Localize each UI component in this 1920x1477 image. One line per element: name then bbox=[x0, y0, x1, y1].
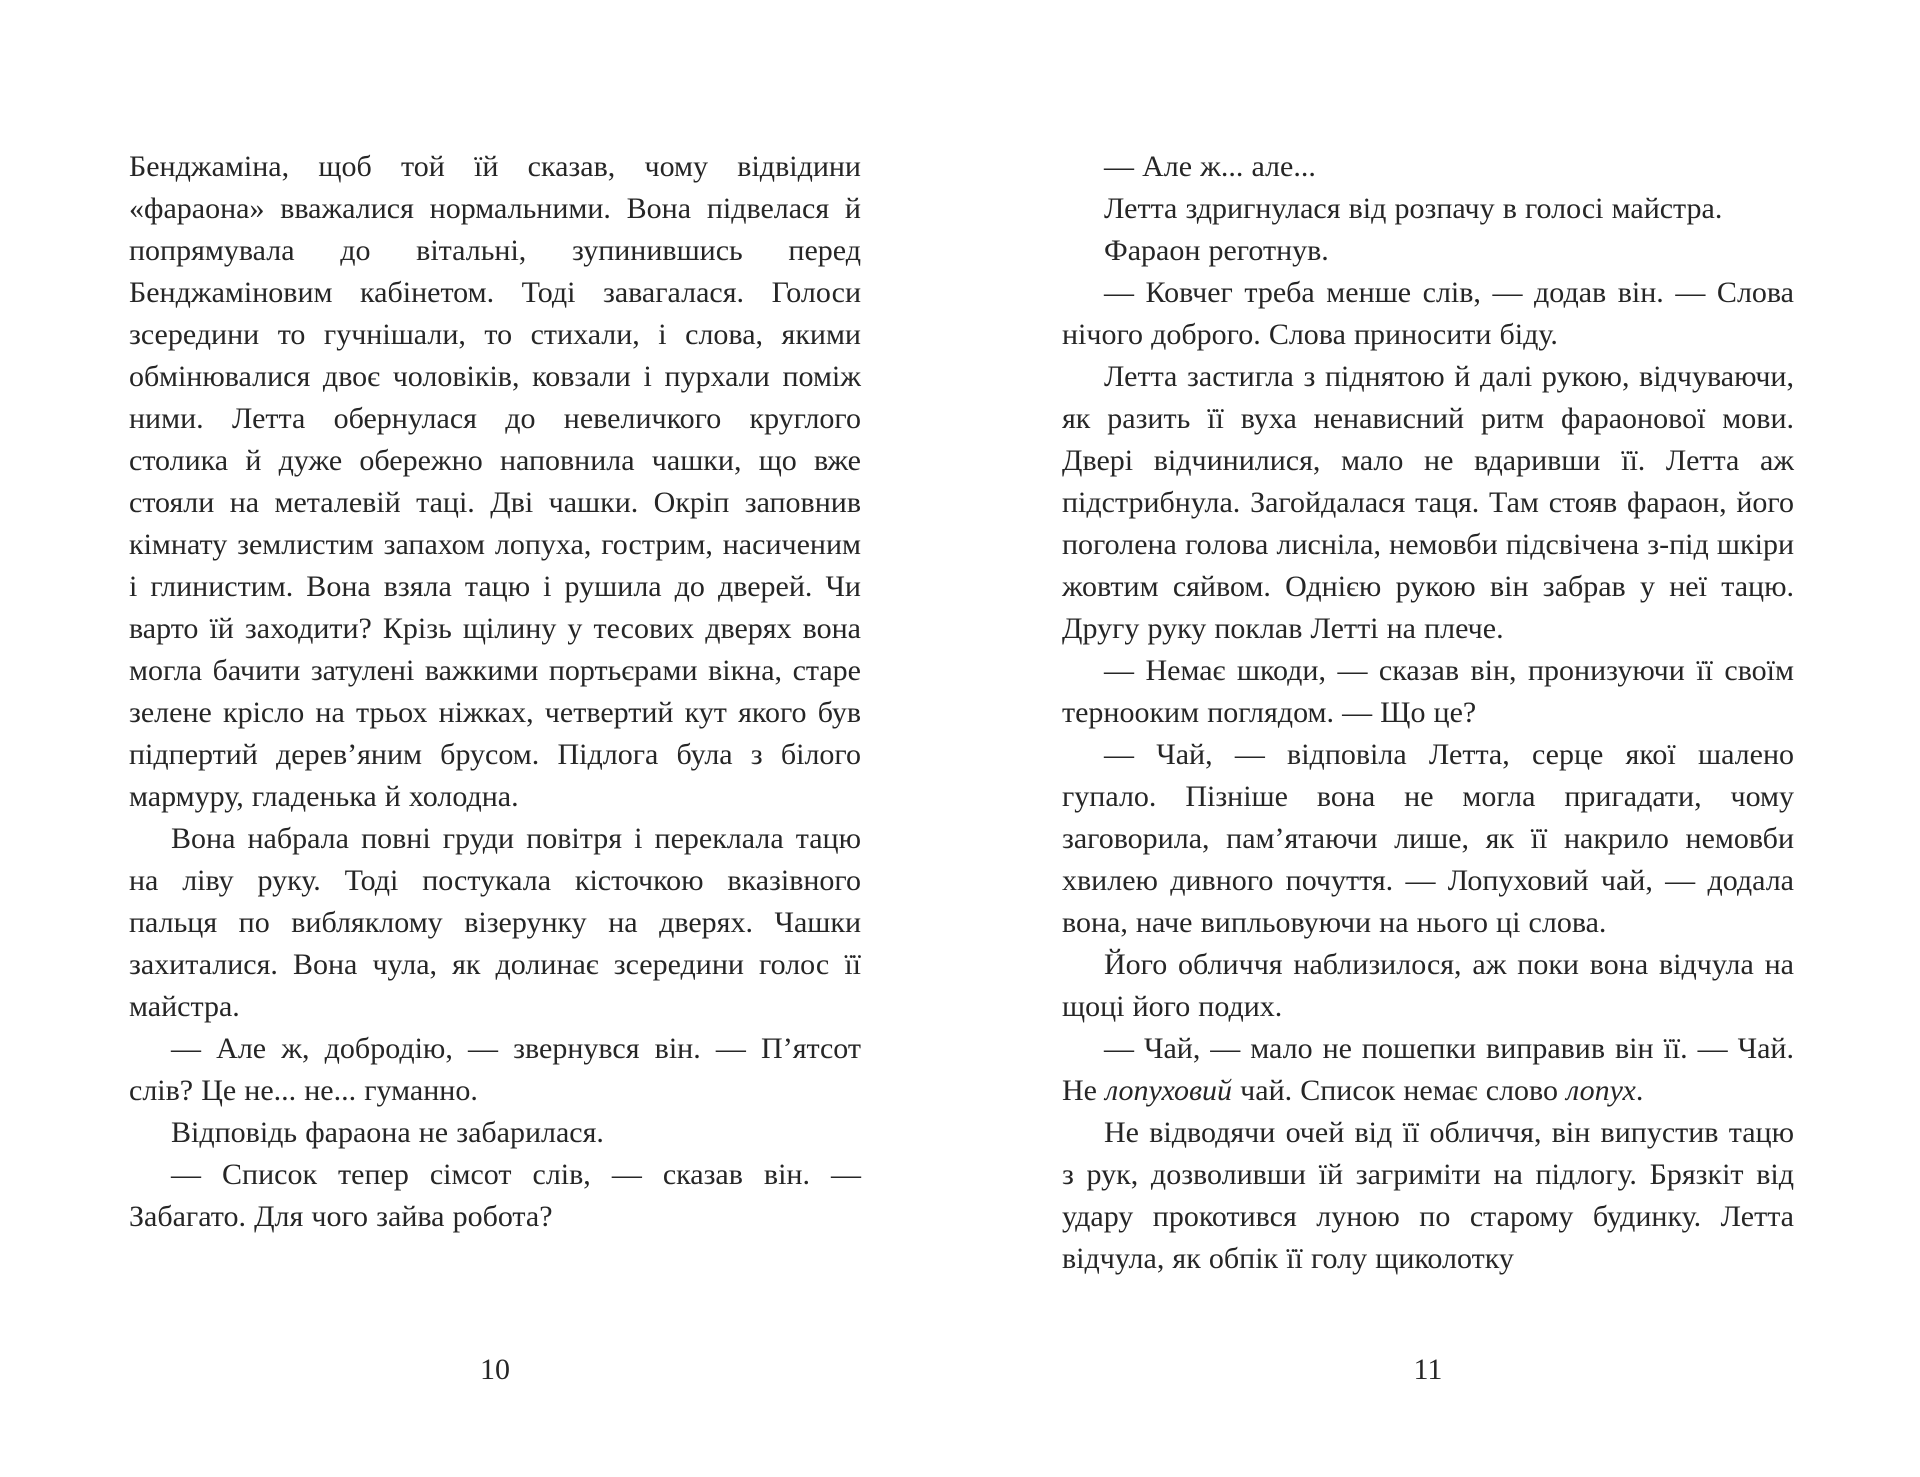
paragraph bbox=[1062, 272, 1794, 356]
paragraph bbox=[1062, 1028, 1794, 1112]
paragraph bbox=[129, 818, 861, 1028]
italic-text-segment: лопуховий bbox=[1105, 1074, 1233, 1107]
text-segment: Бенджаміна, щоб той їй сказав, чому відвідини «фараона» вважалися нормальними. Вона підвелася й попрямувала до вітальні, зупинившись перед Бенджаміновим кабінетом. Тоді завагалася. Голоси зсередини то гучнішали, то стихали, і слова, якими обмінювалися двоє чоловіків, ковзали і пурхали поміж ними. Летта обернулася до невеличкого круглого столика й дуже обережно наповнила чашки, що вже стояли на металевій таці. Дві чашки. Окріп заповнив кімнату землистим запахом лопуха, гострим, насиченим і глинистим. Вона взяла тацю і рушила до дверей. Чи варто їй заходити? Крізь щілину у тесових дверях вона могла бачити затулені важкими портьєрами вікна, старе зелене крісло на трьох ніжках, четвертий кут якого був підпертий дерев’яним брусом. Підлога була з білого мармуру, гладенька й холодна. bbox=[129, 150, 861, 813]
text-segment: Летта застигла з піднятою й далі рукою, відчуваючи, як разить її вуха ненависний ритм фараонової мови. Двері відчинилися, мало не вдаривши її. Летта аж підстрибнула. Загойдалася таця. Там стояв фараон, його поголена голова лисніла, немовби підсвічена з-під шкіри жовтим сяйвом. Однією рукою він забрав у неї тацю. Другу руку поклав Летті на плече. bbox=[1062, 360, 1794, 645]
text-segment: — Чай, — відповіла Летта, серце якої шалено гупало. Пізніше вона не могла пригадати, чому заговорила, пам’ятаючи лише, як її накрило немовби хвилею дивного почуття. — Лопуховий чай, — додала вона, наче випльовуючи на нього ці слова. bbox=[1062, 738, 1794, 939]
paragraph bbox=[1062, 650, 1794, 734]
book-page-right bbox=[960, 0, 1920, 1477]
text-segment: Не відводячи очей від її обличчя, він випустив тацю з рук, дозволивши їй загриміти на підлогу. Брязкіт від удару прокотився луною по старому будинку. Летта відчула, як обпік її голу щиколотку bbox=[1062, 1116, 1794, 1275]
page-text-left bbox=[129, 146, 861, 1238]
paragraph bbox=[129, 1112, 861, 1154]
text-segment: — Список тепер сімсот слів, — сказав він. — Забагато. Для чого зайва робота? bbox=[129, 1158, 861, 1233]
text-segment: Вона набрала повні груди повітря і переклала тацю на ліву руку. Тоді постукала кісточкою вказівного пальця по вибляклому візерунку на дверях. Чашки захиталися. Вона чула, як долинає зсередини голос її майстра. bbox=[129, 822, 861, 1023]
paragraph bbox=[129, 1154, 861, 1238]
paragraph bbox=[1062, 944, 1794, 1028]
italic-text-segment: лопух bbox=[1566, 1074, 1636, 1107]
text-segment: — Ковчег треба менше слів, — додав він. — Слова нічого доброго. Слова приносити біду. bbox=[1062, 276, 1794, 351]
text-segment: Відповідь фараона не забарилася. bbox=[171, 1116, 604, 1149]
text-segment: чай. Список немає слово bbox=[1232, 1074, 1567, 1107]
text-segment: Фараон реготнув. bbox=[1104, 234, 1329, 267]
text-segment: Його обличчя наблизилося, аж поки вона відчула на щоці його подих. bbox=[1062, 948, 1794, 1023]
paragraph bbox=[1062, 230, 1794, 272]
paragraph bbox=[1062, 734, 1794, 944]
page-number-right: 11 bbox=[1413, 1353, 1443, 1386]
text-segment: Летта здригнулася від розпачу в голосі майстра. bbox=[1104, 192, 1723, 225]
text-segment: — Чай, — мало не пошепки виправив він її. — Чай. Не bbox=[1062, 1032, 1794, 1107]
paragraph bbox=[1062, 356, 1794, 650]
text-segment: — Але ж... але... bbox=[1104, 150, 1316, 183]
page-text-right bbox=[1062, 146, 1794, 1280]
paragraph bbox=[129, 1028, 861, 1112]
text-segment: — Немає шкоди, — сказав він, пронизуючи її своїм тернооким поглядом. — Що це? bbox=[1062, 654, 1794, 729]
text-segment: . bbox=[1635, 1074, 1644, 1107]
paragraph bbox=[1062, 1112, 1794, 1280]
text-segment: — Але ж, добродію, — звернувся він. — П’ятсот слів? Це не... не... гуманно. bbox=[129, 1032, 861, 1107]
paragraph bbox=[129, 146, 861, 818]
page-number-left: 10 bbox=[480, 1353, 510, 1386]
paragraph bbox=[1062, 188, 1794, 230]
paragraph bbox=[1062, 146, 1794, 188]
